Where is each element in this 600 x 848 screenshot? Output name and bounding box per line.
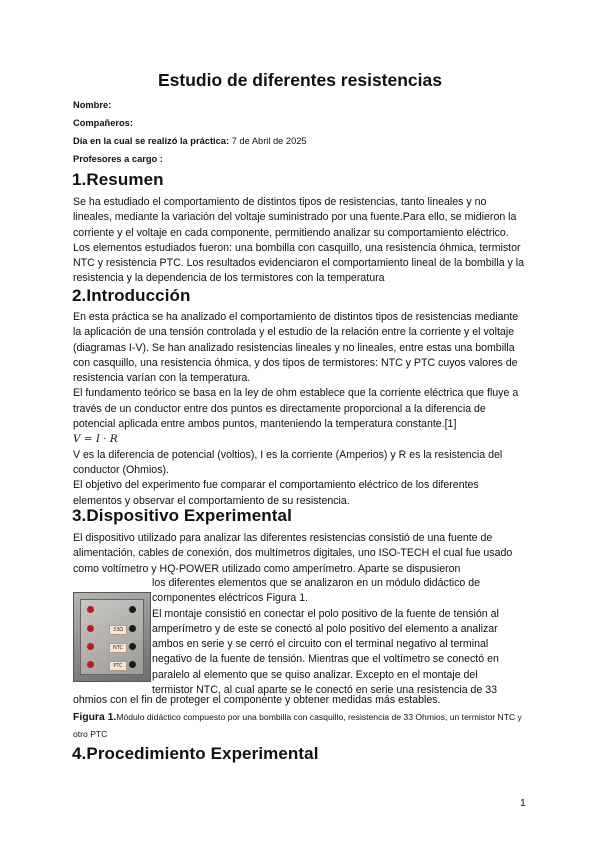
tag-ptc: PTC: [109, 661, 127, 671]
section-heading-introduccion: 2.Introducción: [72, 286, 191, 305]
red-jack-icon: [87, 606, 94, 613]
wrap-line-5: ambos en serie y se cerró el circuito con el terminal negativo al terminal: [152, 638, 489, 651]
ohm-law-equation: V = I · R: [73, 433, 118, 446]
figure-caption-text: Módulo didáctico compuesto por una bombilla con casquillo, resistencia de 33 Ohmios, un termistor NTC y otro PTC: [73, 712, 522, 739]
companeros-label: Compañeros:: [73, 118, 133, 128]
intro-p1: En esta práctica se ha analizado el comportamiento de distintos tipos de resistencias mediante la aplicación de una tensión controlada y el estudio de la relación entre la corriente y el voltaje (diagramas I-V). Se han analizado resistencias lineales y no lineales, entre estas una bombilla con casquillo, una resistencia óhmica, y dos tipos de termistores: NTC y PTC cuyos valores de resistencia varían con la temperatura.: [73, 311, 519, 385]
document-title: Estudio de diferentes resistencias: [158, 70, 442, 90]
page-number: 1: [520, 797, 526, 809]
dispositivo-p2-end: [73, 693, 533, 708]
tag-ntc: NTC: [109, 643, 127, 653]
wrap-line-8: termistor NTC, al cual aparte se le conectó en serie una resistencia de 33: [152, 684, 498, 697]
module-photo: [73, 592, 151, 682]
wrap-line-7: paralelo al elemento que se quiso analizar. Excepto en el montaje del: [152, 668, 478, 681]
fecha-label: Día en la cual se realizó la práctica:: [73, 136, 230, 146]
dispositivo-p1: [73, 531, 528, 577]
meta-fecha: [73, 136, 307, 146]
section-heading-dispositivo: 3.Dispositivo Experimental: [72, 506, 292, 525]
dispositivo-p1-text: El dispositivo utilizado para analizar las diferentes resistencias consistió de una fuente de alimentación, cables de conexión, dos multímetros digitales, uno ISO-TECH el cual fue usado como voltímetro y HQ-POWER utilizado como amperímetro. Aparte se dispusieron: [73, 532, 513, 575]
resumen-body: Se ha estudiado el comportamiento de distintos tipos de resistencias, tanto lineales y no lineales, mediante la variación del voltaje suministrado por una fuente.Para ello, se midieron la corriente y el voltaje en cada componente, permitiendo analizar su comportamiento eléctrico. Los elementos estudiados fueron: una bombilla con casquillo, una resistencia óhmica, termistor NTC y resistencia PTC. Los resultados evidenciaron el comportamiento lineal de la bombilla y la resistencia y la dependencia de los termistores con la temperatura: [73, 196, 525, 285]
module-panel: [80, 599, 144, 675]
figure-1-caption: [73, 709, 533, 743]
wrap-line-3: El montaje consistió en conectar el polo positivo de la fuente de tensión al: [152, 607, 499, 620]
intro-p4: El objetivo del experimento fue comparar el comportamiento eléctrico de los diferentes elementos y observar el comportamiento de su resistencia.: [73, 479, 479, 507]
profesores-label: Profesores a cargo :: [73, 154, 163, 164]
wrap-line-1: los diferentes elementos que se analizaron en un módulo didáctico de: [152, 577, 481, 589]
red-jack-icon: [87, 643, 94, 650]
meta-nombre: [73, 100, 111, 110]
figure-label: Figura 1.: [73, 712, 117, 723]
tag-33-ohm: 33Ω: [109, 625, 127, 635]
black-jack-icon: [129, 643, 136, 650]
black-jack-icon: [129, 606, 136, 613]
wrap-line-6: negativo de la fuente de tensión. Mientras que el voltímetro se conectó en: [152, 653, 499, 666]
wrap-line-4: amperímetro y de este se conectó al polo positivo del elemento a analizar: [152, 622, 498, 635]
dispositivo-p2-end-text: ohmios con el fin de proteger el componente y obtener medidas más estables.: [73, 694, 441, 706]
section-heading-resumen: 1.Resumen: [72, 170, 164, 189]
intro-p2: El fundamento teórico se basa en la ley de ohm establece que la corriente eléctrica que fluye a través de un conductor entre dos puntos es directamente proporcional a la diferencia de potencial aplicada entre ambos puntos, manteniendo la temperatura constante.[1]: [73, 387, 519, 431]
red-jack-icon: [87, 625, 94, 632]
nombre-label: Nombre:: [73, 100, 112, 110]
intro-p3: V es la diferencia de potencial (voltios), I es la corriente (Amperios) y R es la resistencia del conductor (Ohmios).: [73, 448, 503, 476]
section-heading-procedimiento: 4.Procedimiento Experimental: [72, 744, 319, 763]
dispositivo-wrapped-text: [152, 576, 532, 698]
fecha-value: 7 de Abril de 2025: [231, 136, 307, 146]
meta-profesores: [73, 154, 163, 164]
introduccion-paragraphs: [73, 310, 528, 509]
meta-companeros: [73, 118, 133, 128]
resumen-paragraph: [73, 195, 528, 287]
black-jack-icon: [129, 625, 136, 632]
wrap-line-2: componentes eléctricos Figura 1.: [152, 592, 309, 605]
black-jack-icon: [129, 661, 136, 668]
red-jack-icon: [87, 661, 94, 668]
